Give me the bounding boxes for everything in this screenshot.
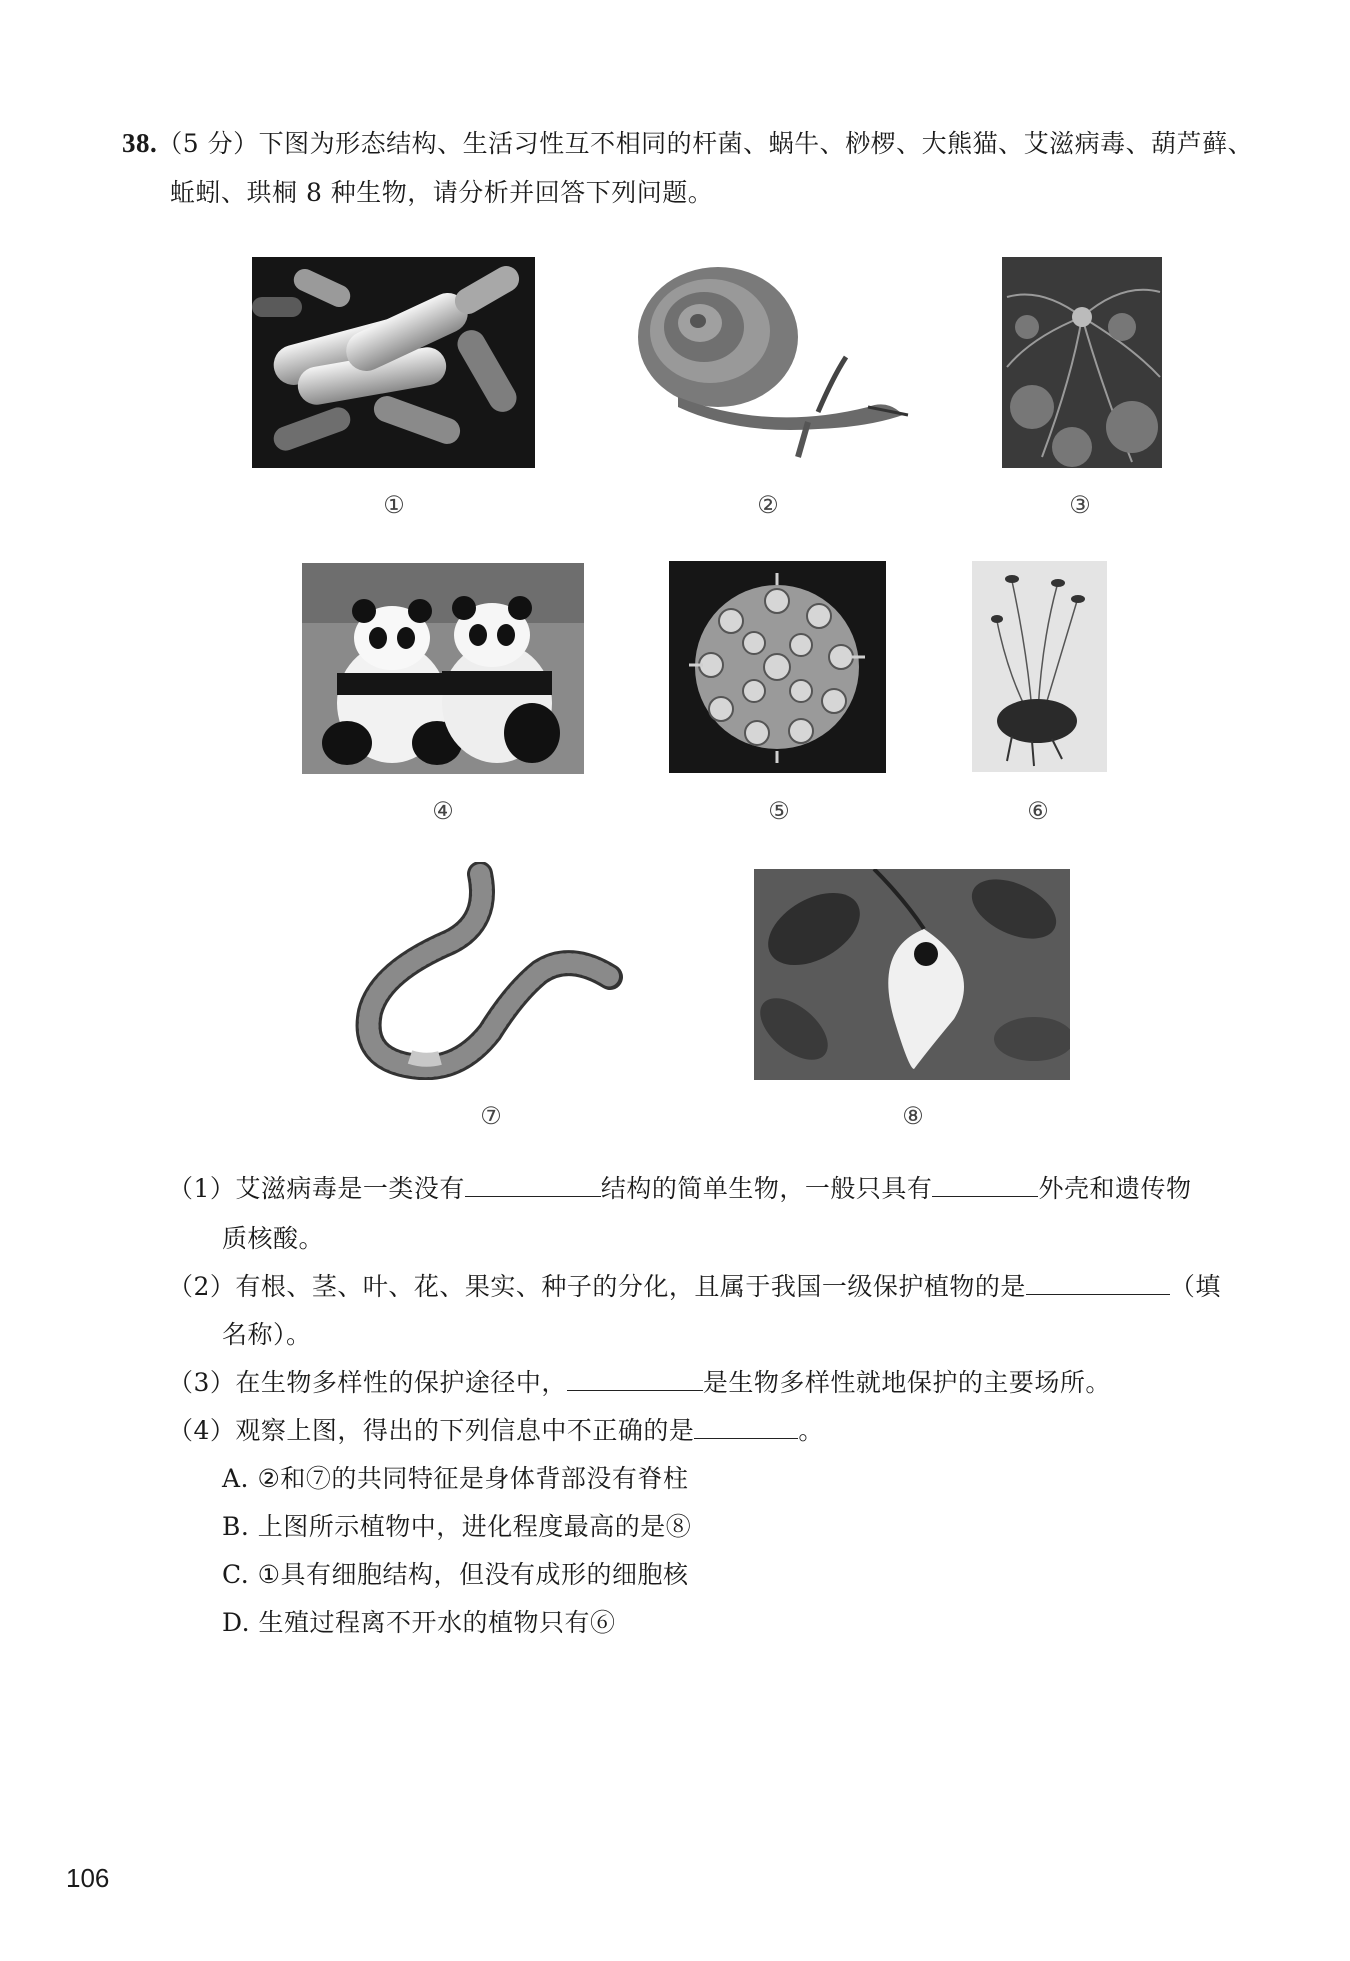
sub-question-1-text-a: 艾滋病毒是一类没有 (235, 1174, 465, 1203)
answer-blank-1a[interactable] (465, 1172, 601, 1197)
rod-bacteria-photo (252, 257, 535, 468)
option-c[interactable]: C. ①具有细胞结构，但没有成形的细胞核 (222, 1560, 689, 1589)
tree-fern-photo (1002, 257, 1162, 468)
sub-question-1-text-c: 外壳和遗传物 (1038, 1174, 1192, 1203)
sub-question-4 (168, 1414, 824, 1448)
sub-question-4-number: （4） (168, 1416, 236, 1445)
sub-question-4-text-b: 。 (798, 1416, 824, 1445)
hiv-virus-photo (669, 561, 886, 773)
sub-question-3-number: （3） (168, 1368, 236, 1397)
sub-question-3-text-b: 是生物多样性就地保护的主要场所。 (702, 1368, 1111, 1397)
option-b[interactable]: B. 上图所示植物中，进化程度最高的是⑧ (222, 1512, 692, 1541)
answer-blank-2[interactable] (1026, 1270, 1170, 1295)
figure-label-7: ⑦ (480, 1102, 502, 1130)
sub-question-1-cont: 质核酸。 (222, 1224, 325, 1253)
figure-label-8: ⑧ (902, 1102, 924, 1130)
figure-label-1: ① (383, 491, 405, 519)
figure-label-3: ③ (1069, 491, 1091, 519)
question-stem-line-2: 蚯蚓、珙桐 8 种生物，请分析并回答下列问题。 (170, 178, 714, 207)
sub-question-4-text-a: 观察上图，得出的下列信息中不正确的是 (235, 1416, 695, 1445)
figure-label-4: ④ (432, 797, 454, 825)
figure-label-5: ⑤ (768, 797, 790, 825)
moss-photo (972, 561, 1107, 772)
sub-question-2-cont: 名称）。 (222, 1320, 312, 1349)
figure-label-6: ⑥ (1027, 797, 1049, 825)
page-number: 106 (66, 1863, 110, 1893)
answer-blank-1b[interactable] (932, 1172, 1038, 1197)
dove-tree-photo (754, 869, 1070, 1080)
sub-question-1-number: （1） (168, 1174, 236, 1203)
giant-panda-photo (302, 563, 584, 774)
sub-question-1-text-b: 结构的简单生物，一般只具有 (600, 1174, 933, 1203)
earthworm-illustration (340, 862, 640, 1080)
sub-question-3 (168, 1366, 1111, 1400)
sub-question-2-text-a: 有根、茎、叶、花、果实、种子的分化，且属于我国一级保护植物的是 (235, 1272, 1026, 1301)
sub-question-1 (168, 1172, 1191, 1206)
question-points: （5 分） (157, 129, 259, 158)
sub-question-3-text-a: 在生物多样性的保护途径中， (235, 1368, 567, 1397)
option-a[interactable]: A. ②和⑦的共同特征是身体背部没有脊柱 (222, 1464, 689, 1493)
snail-photo (618, 257, 920, 467)
sub-question-2-number: （2） (168, 1272, 236, 1301)
question-stem-text: 下图为形态结构、生活习性互不相同的杆菌、蜗牛、桫椤、大熊猫、艾滋病毒、葫芦藓、 (258, 129, 1254, 158)
option-d[interactable]: D. 生殖过程离不开水的植物只有⑥ (222, 1608, 616, 1637)
figure-label-2: ② (757, 491, 779, 519)
sub-question-2-text-b: （填 (1169, 1272, 1221, 1301)
question-stem-line-1 (122, 126, 1253, 161)
question-number: 38. (122, 128, 158, 158)
sub-question-2 (168, 1270, 1221, 1304)
answer-blank-4[interactable] (694, 1414, 798, 1439)
answer-blank-3[interactable] (567, 1366, 703, 1391)
